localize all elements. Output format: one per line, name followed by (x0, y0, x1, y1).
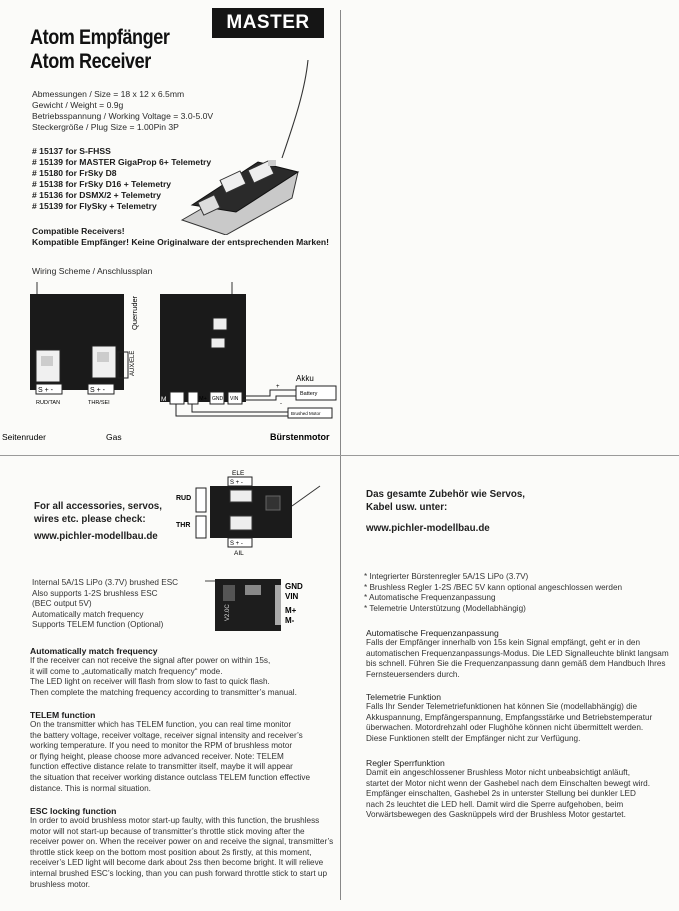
compatible-note (32, 226, 329, 248)
label-akku: Akku (296, 374, 314, 383)
features-en (32, 578, 178, 631)
section-line: If the receiver can not receive the signal after power on within 15s, (30, 656, 271, 665)
thr-label: THR/SEI (88, 400, 110, 406)
model-item: # 15139 for MASTER GigaProp 6+ Telemetry (32, 157, 212, 167)
section-line: working temperature. If you need to monitor the RPM of brushless motor (30, 741, 293, 751)
section-line: motor will not start-up because of transmitter’s throttle stick moving after the (30, 826, 305, 836)
section-de-sperre (366, 758, 650, 821)
title-de: Atom Empfänger (30, 26, 170, 49)
spec-plug: Steckergröße / Plug Size = 1.00Pin 3P (32, 122, 179, 132)
board-rud: RUD (176, 495, 192, 502)
receiver-product-illustration (170, 60, 335, 235)
section-line: Damit ein angeschlossener Brushless Motor nicht unbeabsichtigt anläuft, (366, 768, 630, 777)
section-de-telemetrie-title: Telemetrie Funktion (366, 692, 441, 702)
label-gnd: GND (212, 396, 224, 402)
wiring-diagram (0, 280, 338, 450)
model-item: # 15137 for S-FHSS (32, 146, 111, 156)
section-de-frequency (366, 628, 669, 680)
section-line: the situation that receiver working distance outclass TELEM function effective (30, 772, 311, 782)
feature-en-item: Also supports 1-2S brushless ESC (32, 588, 158, 598)
board-pins-bottom: S + - (230, 541, 243, 547)
accessories-en-line1: For all accessories, servos, (34, 501, 162, 512)
section-line: Vorwärtsbewegen des Gasknüppels wird der Brushless Motor gestartet. (366, 810, 626, 820)
section-line: function effective distance relate to transmitter itself, maybe it will appear (30, 762, 293, 772)
section-en-esc-title: ESC locking function (30, 806, 117, 816)
spec-weight: Gewicht / Weight = 0.9g (32, 100, 124, 110)
master-badge: MASTER (212, 8, 324, 38)
label-vin: VIN (230, 396, 239, 402)
board-thr: THR (176, 522, 191, 529)
section-line: receiver’s LED light will become dark about 2ss then become bright. It will relieve (30, 858, 324, 868)
receiver-board-right (160, 294, 246, 402)
section-de-sperre-title: Regler Sperrfunktion (366, 758, 445, 768)
fold-line-horizontal (0, 455, 679, 456)
channel-board-diagram (170, 466, 330, 558)
website-link-en[interactable]: www.pichler-modellbau.de (34, 531, 158, 542)
section-line: brushless motor. (30, 879, 91, 889)
section-line: On the transmitter which has TELEM function, you can real time monitor (30, 720, 292, 729)
feature-de-item: * Integrierter Bürstenregler 5A/1S LiPo (3.7V) (364, 572, 529, 581)
feature-en-item: (BEC output 5V) (32, 599, 92, 609)
section-line: Then complete the matching frequency according to transmitter’s manual. (30, 687, 297, 697)
label-gas: Gas (106, 432, 122, 442)
battery-plus: + (276, 384, 280, 390)
compatible-de: Kompatible Empfänger! Keine Originalware der entsprechenden Marken! (32, 237, 330, 247)
feature-de-item: * Brushless Regler 1-2S /BEC 5V kann optional angeschlossen werden (364, 582, 623, 592)
section-line: Akkuspannung, Empfängerspannung, Empfangsstärke und Betriebstemperatur (366, 712, 653, 722)
esc-mminus: M- (285, 616, 295, 625)
rud-label: RUD/TAN (36, 400, 61, 406)
esc-gnd: GND (285, 582, 303, 591)
feature-de-item: * Automatische Frequenzanpassung (364, 593, 496, 603)
section-line: automatischen Frequenzanpassungs-Modus. Die LED Signalleuchte blinkt langsam (366, 648, 669, 658)
board-ail: AIL (234, 550, 244, 557)
label-burstenmotor: Bürstenmotor (270, 432, 330, 442)
section-line: it will come to „automatically match frequency“ mode. (30, 666, 223, 676)
section-en-frequency-title: Automatically match frequency (30, 646, 158, 656)
section-line: Falls Ihr Sender Telemetriefunktionen hat können Sie (modellabhängig) die (366, 702, 638, 711)
label-aux: AUX/ELE (130, 350, 136, 376)
section-line: bis schnell. Führen Sie die Frequenzanpassung dann gemäß dem Handbuch Ihres (366, 659, 666, 669)
esc-chip-label: V2.0C (225, 604, 231, 621)
section-en-esc-lock (30, 806, 333, 890)
label-seitenruder: Seitenruder (2, 432, 46, 442)
website-link-de[interactable]: www.pichler-modellbau.de (366, 523, 490, 534)
section-line: In order to avoid brushless motor start-up faulty, with this function, the brushless (30, 816, 320, 825)
accessories-en (34, 500, 162, 526)
section-line: startet der Motor nicht wenn der Gashebel nach dem Einschalten bewegt wird. (366, 778, 650, 788)
model-item: # 15139 for FlySky + Telemetry (32, 201, 157, 211)
esc-vin: VIN (285, 592, 299, 601)
feature-en-item: Automatically match frequency (32, 609, 144, 619)
spec-size: Abmessungen / Size = 18 x 12 x 6.5mm (32, 89, 185, 99)
section-de-frequency-title: Automatische Frequenzanpassung (366, 628, 499, 638)
section-line: Empfänger einschalten, Gashebel 2s in unterster Stellung bei dunkler LED (366, 789, 636, 799)
section-line: nach 2s leuchtet die LED hell. Damit wird die Sperre aufgehoben, beim (366, 799, 624, 809)
section-line: Diese Funktionen stellt der Empfänger nicht zur Verfügung. (366, 733, 581, 743)
title-en: Atom Receiver (30, 50, 151, 73)
feature-en-item: Internal 5A/1S LiPo (3.7V) brushed ESC (32, 578, 179, 587)
esc-mplus: M+ (285, 606, 297, 615)
feature-en-item: Supports TELEM function (Optional) (32, 620, 164, 630)
section-line: the battery voltage, receiver voltage, receiver signal intensity and receiver’s (30, 730, 303, 740)
model-item: # 15136 for DSMX/2 + Telemetry (32, 190, 162, 200)
section-line: or flying height, please choose more advanced receiver. Note: TELEM (30, 751, 284, 761)
board-pins-top: S + - (230, 480, 243, 486)
section-line: receiver power on. When the receiver power on and receive the signal, transmitter’s (30, 837, 334, 847)
feature-de-item: * Telemetrie Unterstützung (Modellabhängig) (364, 603, 526, 613)
section-line: throttle stick keep on the bottom most position about 2s firstly, at this moment, (30, 847, 312, 857)
spec-voltage: Betriebsspannung / Working Voltage = 3.0-5.0V (32, 111, 214, 121)
esc-board-illustration (205, 575, 315, 635)
thr-pins: S + - (90, 387, 105, 394)
section-line: distance. This is normal situation. (30, 783, 151, 793)
battery-minus: - (280, 401, 282, 407)
section-en-frequency (30, 646, 297, 698)
section-line: Fernsteuersenders durch. (366, 669, 460, 679)
features-de (364, 572, 622, 614)
label-querruder: Querruder (130, 295, 139, 330)
rud-pins: S + - (38, 387, 53, 394)
board-ele: ELE (232, 470, 245, 477)
model-item: # 15180 for FrSky D8 (32, 168, 117, 178)
section-line: The LED light on receiver will flash from slow to fast to quick flash. (30, 677, 270, 687)
section-line: Falls der Empfänger innerhalb von 15s kein Signal empfängt, geht er in den (366, 638, 640, 647)
accessories-de (366, 488, 525, 514)
accessories-en-line2: wires etc. please check: (34, 514, 146, 525)
label-mplus: M+ (199, 396, 207, 402)
compatible-en: Compatible Receivers! (32, 226, 125, 236)
section-line: überwachen. Motordrehzahl oder Flughöhe können nicht übermittelt werden. (366, 723, 644, 733)
label-brushed-motor: Brushed Motor (291, 411, 321, 416)
accessories-de-line2: Kabel usw. unter: (366, 502, 448, 513)
accessories-de-line1: Das gesamte Zubehör wie Servos, (366, 489, 525, 500)
label-m: M (161, 396, 167, 403)
section-en-telem (30, 710, 310, 794)
section-de-telemetrie (366, 692, 652, 744)
wiring-title: Wiring Scheme / Anschlussplan (32, 266, 153, 276)
section-en-telem-title: TELEM function (30, 710, 96, 720)
model-item: # 15138 for FrSky D16 + Telemetry (32, 179, 172, 189)
label-battery: Battery (300, 391, 318, 397)
section-line: internal brushed ESC’s locking, than you can push forward throttle stick to start up (30, 868, 328, 878)
